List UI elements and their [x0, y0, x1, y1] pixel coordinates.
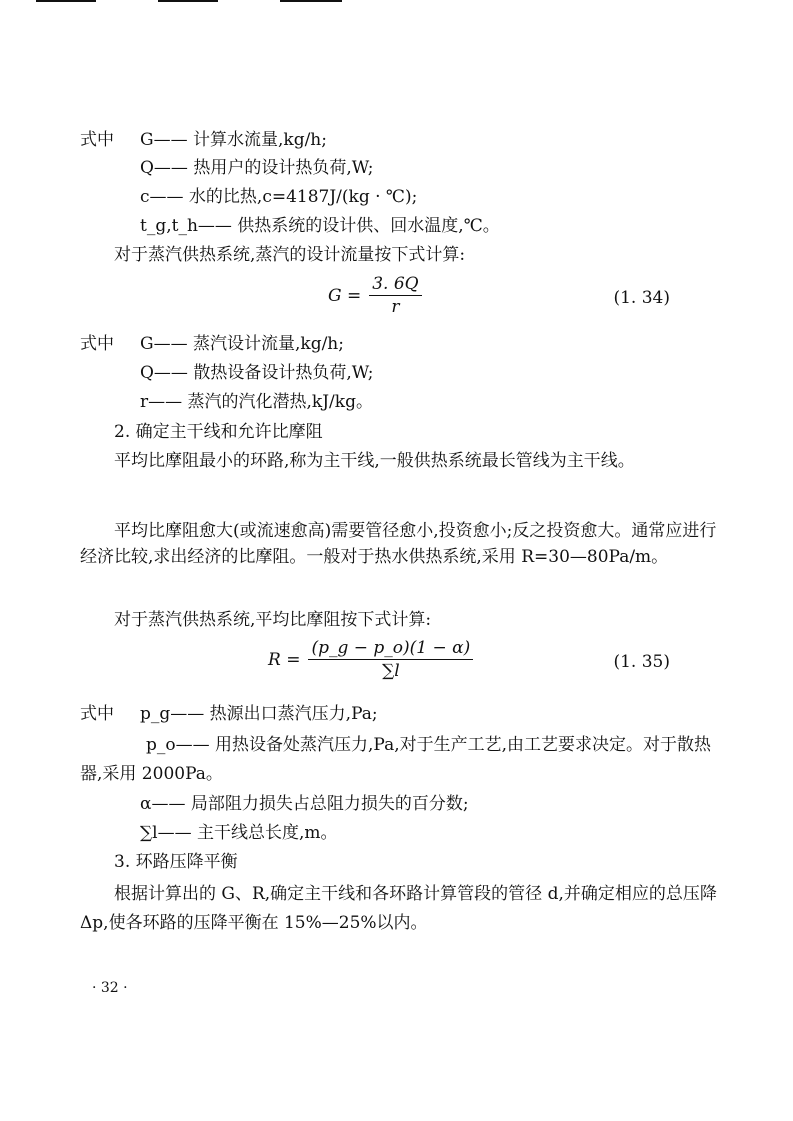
equation-1-34 [80, 274, 720, 322]
steam-flow-intro: 对于蒸汽供热系统,蒸汽的设计流量按下式计算: [114, 245, 466, 265]
where-label-2: 式中 [80, 334, 114, 354]
where-label-3: 式中 [80, 704, 114, 724]
section-2-title: 2. 确定主干线和允许比摩阻 [114, 422, 323, 442]
def-alpha: α—— 局部阻力损失占总阻力损失的百分数; [140, 794, 469, 814]
equation-1-34-body [328, 274, 422, 317]
equation-1-35-body [268, 638, 473, 681]
top-rule-right [280, 0, 342, 2]
def-t-temperatures: t_g,t_h—— 供热系统的设计供、回水温度,℃。 [140, 216, 500, 236]
section-3-title: 3. 环路压降平衡 [114, 852, 238, 872]
equation-1-35-numerator: (p_g − p_o)(1 − α) [308, 638, 473, 660]
top-rule-middle [158, 0, 218, 2]
where-label-1: 式中 [80, 130, 114, 150]
paragraph-main-line: 平均比摩阻最小的环路,称为主干线,一般供热系统最长管线为主干线。 [114, 451, 635, 471]
def-sum-l: ∑l—— 主干线总长度,m。 [140, 823, 338, 843]
equation-1-34-numerator: 3. 6Q [369, 274, 421, 296]
def-Q-heat-load: Q—— 热用户的设计热负荷,W; [140, 158, 374, 178]
steam-friction-intro: 对于蒸汽供热系统,平均比摩阻按下式计算: [114, 610, 432, 630]
def-G-water: G—— 计算水流量,kg/h; [140, 130, 327, 150]
paragraph-loop-balance: 根据计算出的 G、R,确定主干线和各环路计算管段的管径 d,并确定相应的总压降 Δp,使各环路的压降平衡在 15%—25%以内。 [80, 884, 717, 933]
equation-1-35-denominator: ∑l [382, 661, 400, 681]
equation-1-35 [80, 638, 720, 686]
top-rule-left [36, 0, 96, 2]
equation-1-35-lhs: R = [268, 649, 301, 670]
def-G-steam: G—— 蒸汽设计流量,kg/h; [140, 334, 344, 354]
def-Q-radiator: Q—— 散热设备设计热负荷,W; [140, 363, 374, 383]
equation-1-35-number: (1. 35) [613, 652, 670, 672]
equation-1-34-lhs: G = [328, 285, 362, 306]
def-po: p_o—— 用热设备处蒸汽压力,Pa,对于生产工艺,由工艺要求决定。对于散热器,采用 2000Pa。 [80, 735, 712, 784]
equation-1-34-fraction [369, 274, 421, 317]
paragraph-friction: 平均比摩阻愈大(或流速愈高)需要管径愈小,投资愈小;反之投资愈大。通常应进行经济比较,求出经济的比摩阻。一般对于热水供热系统,采用 R=30—80Pa/m。 [80, 521, 717, 567]
equation-1-34-denominator: r [391, 297, 400, 317]
equation-1-34-number: (1. 34) [613, 288, 670, 308]
def-pg: p_g—— 热源出口蒸汽压力,Pa; [140, 704, 378, 724]
def-r-latent-heat: r—— 蒸汽的汽化潜热,kJ/kg。 [140, 392, 373, 412]
def-c-specific-heat: c—— 水的比热,c=4187J/(kg · ℃); [140, 187, 418, 207]
equation-1-35-fraction [308, 638, 473, 681]
page-number: · 32 · [92, 980, 128, 996]
